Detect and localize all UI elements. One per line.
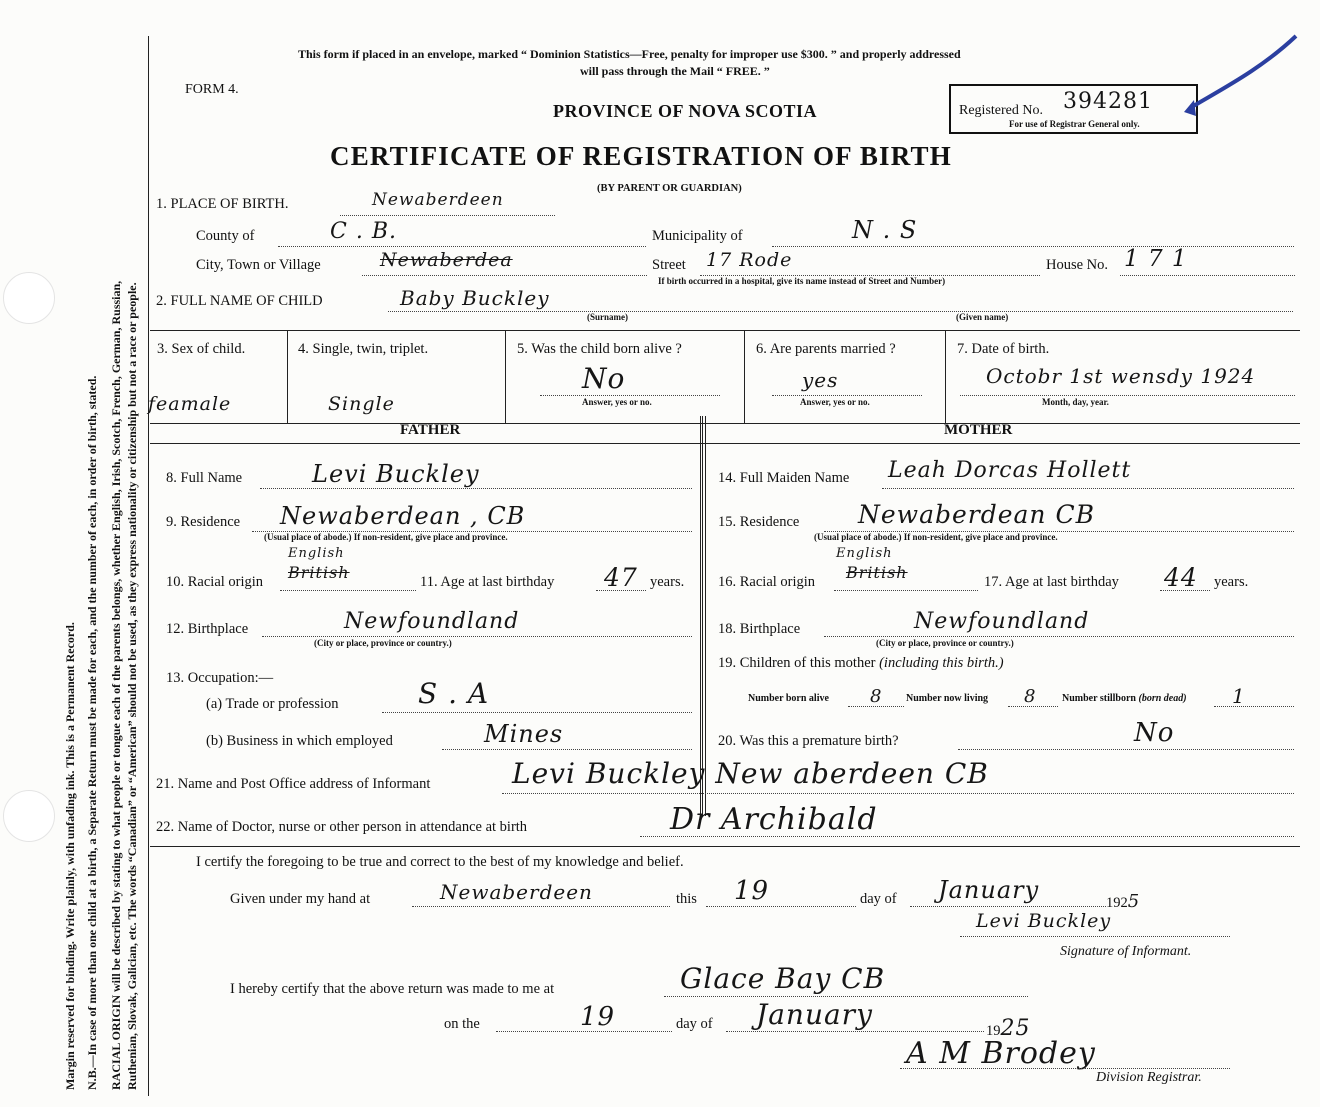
born-alive-value: No [582, 362, 626, 395]
informant-value: Levi Buckley New aberdeen CB [512, 757, 989, 790]
registrar-signature: A M Brodey [906, 1036, 1096, 1071]
certify-text: I certify the foregoing to be true and correct to the best of my knowledge and belief. [196, 854, 684, 870]
trade-label: (a) Trade or profession [206, 696, 339, 712]
street-label: Street [652, 257, 686, 273]
mother-racial-label: 16. Racial origin [718, 574, 816, 590]
informant-label: 21. Name and Post Office address of Informant [156, 776, 431, 792]
children-label: 19. Children of this mother [718, 655, 876, 671]
mother-residence-value: Newaberdean CB [858, 500, 1095, 529]
stillborn-count-label: Number stillborn (born dead) [1062, 693, 1187, 704]
county-label: County of [196, 228, 255, 244]
parents-married-label: 6. Are parents married ? [756, 341, 896, 357]
street-value: 17 Rode [706, 249, 793, 271]
born-alive-note: Answer, yes or no. [582, 397, 652, 407]
page-subtitle: (BY PARENT OR GUARDIAN) [597, 183, 742, 194]
father-racial-struck: British [288, 563, 350, 582]
born-alive-count-label: Number born alive [748, 693, 829, 704]
mother-residence-label: 15. Residence [718, 514, 800, 530]
margin-rule [148, 36, 149, 1096]
page-title: CERTIFICATE OF REGISTRATION OF BIRTH [330, 141, 952, 171]
registered-label: Registered No. [959, 103, 1043, 118]
mother-racial-correction: English [836, 546, 893, 561]
mother-age-unit: years. [1214, 574, 1249, 590]
registration-box [949, 84, 1198, 134]
form-number: FORM 4. [185, 82, 239, 97]
municipality-label: Municipality of [652, 228, 743, 244]
father-racial-correction: English [288, 546, 345, 561]
punch-hole-bottom [3, 790, 55, 842]
municipality-value: N . S [852, 216, 918, 244]
doctor-value: Dr Archibald [670, 802, 878, 837]
mother-birthplace-label: 18. Birthplace [718, 621, 801, 637]
children-label-italic: (including this birth.) [879, 655, 1004, 671]
trade-value: S . A [418, 677, 490, 710]
father-name-label: 8. Full Name [166, 470, 243, 486]
children-of-mother [718, 655, 1004, 672]
parents-married-value: yes [802, 368, 839, 392]
father-age-unit: years. [650, 574, 685, 590]
born-alive-label: 5. Was the child born alive ? [517, 341, 682, 357]
county-value: C . B. [330, 219, 397, 244]
given-year: 1925 [1106, 891, 1141, 912]
informant-signature: Levi Buckley [976, 910, 1112, 932]
place-of-birth-value: Newaberdeen [372, 190, 504, 210]
occupation-label: 13. Occupation:— [166, 670, 274, 686]
registrar-day-value: 19 [580, 1002, 616, 1032]
informant-signature-label: Signature of Informant. [1060, 944, 1192, 959]
margin-binding-note: Margin reserved for binding. Write plainly, with unfading ink. This is a Permanent Record. [63, 622, 77, 1090]
sex-label: 3. Sex of child. [157, 341, 246, 357]
date-of-birth-note: Month, day, year. [1042, 397, 1109, 407]
premature-value: No [1134, 718, 1175, 748]
province-heading: PROVINCE OF NOVA SCOTIA [553, 101, 818, 121]
registrar-on-the-label: on the [444, 1016, 480, 1032]
child-name-value: Baby Buckley [400, 286, 550, 310]
living-count-label: Number now living [906, 693, 989, 704]
registered-number: 394281 [1063, 89, 1153, 114]
father-birthplace-value: Newfoundland [344, 609, 520, 634]
father-residence-note: (Usual place of abode.) If non-resident, give place and province. [264, 532, 508, 542]
surname-note: (Surname) [587, 312, 628, 322]
plurality-value: Single [328, 393, 395, 415]
mother-age-value: 44 [1164, 563, 1198, 592]
place-of-birth-label: 1. PLACE OF BIRTH. [156, 196, 289, 212]
living-count-value: 8 [1024, 686, 1037, 707]
given-day-value: 19 [734, 876, 770, 906]
hospital-note: If birth occurred in a hospital, give its name instead of Street and Number) [658, 276, 946, 286]
parents-married-note: Answer, yes or no. [800, 397, 870, 407]
given-under-label: Given under my hand at [230, 891, 371, 907]
business-value: Mines [484, 720, 564, 748]
postal-notice: This form if placed in an envelope, marked “ Dominion Statistics—Free, penalty for improper use $300. ” and properly addressed [298, 47, 961, 61]
registrar-day-of-label: day of [676, 1016, 713, 1032]
punch-hole-top [3, 272, 55, 324]
business-label: (b) Business in which employed [206, 733, 393, 749]
registrar-place-value: Glace Bay CB [680, 962, 886, 995]
mother-residence-note: (Usual place of abode.) If non-resident, give place and province. [814, 532, 1058, 542]
registrar-certify-text: I hereby certify that the above return was made to me at [230, 981, 555, 997]
sex-value: feamale [148, 393, 232, 415]
father-birthplace-note: (City or place, province or country.) [314, 638, 452, 648]
registrar-signature-label: Division Registrar. [1096, 1070, 1202, 1085]
plurality-label: 4. Single, twin, triplet. [298, 341, 429, 357]
house-number-value: 1 7 1 [1124, 246, 1188, 272]
father-birthplace-label: 12. Birthplace [166, 621, 249, 637]
given-this-label: this [676, 891, 697, 907]
mother-birthplace-note: (City or place, province or country.) [876, 638, 1014, 648]
father-residence-label: 9. Residence [166, 514, 241, 530]
given-day-of-label: day of [860, 891, 897, 907]
postal-notice-2: will pass through the Mail “ FREE. ” [580, 64, 770, 78]
pen-check-mark [1180, 30, 1300, 120]
given-place-value: Newaberdeen [440, 880, 593, 904]
father-residence-value: Newaberdean , CB [280, 502, 526, 530]
given-name-note: (Given name) [956, 312, 1009, 322]
date-of-birth-value: Octobr 1st wensdy 1924 [986, 364, 1256, 388]
registrar-month-value: January [756, 998, 873, 1031]
mother-heading: MOTHER [944, 422, 1013, 438]
father-name-value: Levi Buckley [312, 460, 480, 488]
margin-racial-note: RACIAL ORIGIN will be described by stating to what people or tongue each of the parents belongs, whether English, Irish, Scotch, French, German, Russian, [109, 280, 123, 1090]
father-age-label: 11. Age at last birthday [420, 574, 555, 590]
mother-name-value: Leah Dorcas Hollett [888, 458, 1132, 483]
mother-birthplace-value: Newfoundland [914, 609, 1090, 634]
city-label: City, Town or Village [196, 257, 321, 273]
margin-racial-note-2: Ruthenian, Slovak, Galician, etc. The words “Canadian” or “American” should not be used, as they express nationality or citizenship but not a race or people. [125, 282, 139, 1090]
margin-nb-note: N.B.—In case of more than one child at a birth, a Separate Return must be made for each, and the number of each, in order of birth, stated. [85, 375, 99, 1090]
date-of-birth-label: 7. Date of birth. [957, 341, 1050, 357]
born-alive-count-value: 8 [870, 686, 883, 707]
father-heading: FATHER [400, 422, 461, 438]
child-name-label: 2. FULL NAME OF CHILD [156, 293, 323, 309]
city-value: Newaberdea [380, 249, 513, 271]
father-racial-label: 10. Racial origin [166, 574, 264, 590]
registrar-year: 1925 [986, 1016, 1031, 1041]
mother-name-label: 14. Full Maiden Name [718, 470, 850, 486]
mother-age-label: 17. Age at last birthday [984, 574, 1119, 590]
mother-racial-struck: British [846, 563, 908, 582]
father-age-value: 47 [604, 563, 638, 592]
given-month-value: January [938, 876, 1040, 904]
registrar-use-note: For use of Registrar General only. [1009, 119, 1140, 129]
house-number-label: House No. [1046, 257, 1109, 273]
premature-label: 20. Was this a premature birth? [718, 733, 899, 749]
stillborn-count-value: 1 [1232, 684, 1246, 708]
doctor-label: 22. Name of Doctor, nurse or other person in attendance at birth [156, 819, 528, 835]
